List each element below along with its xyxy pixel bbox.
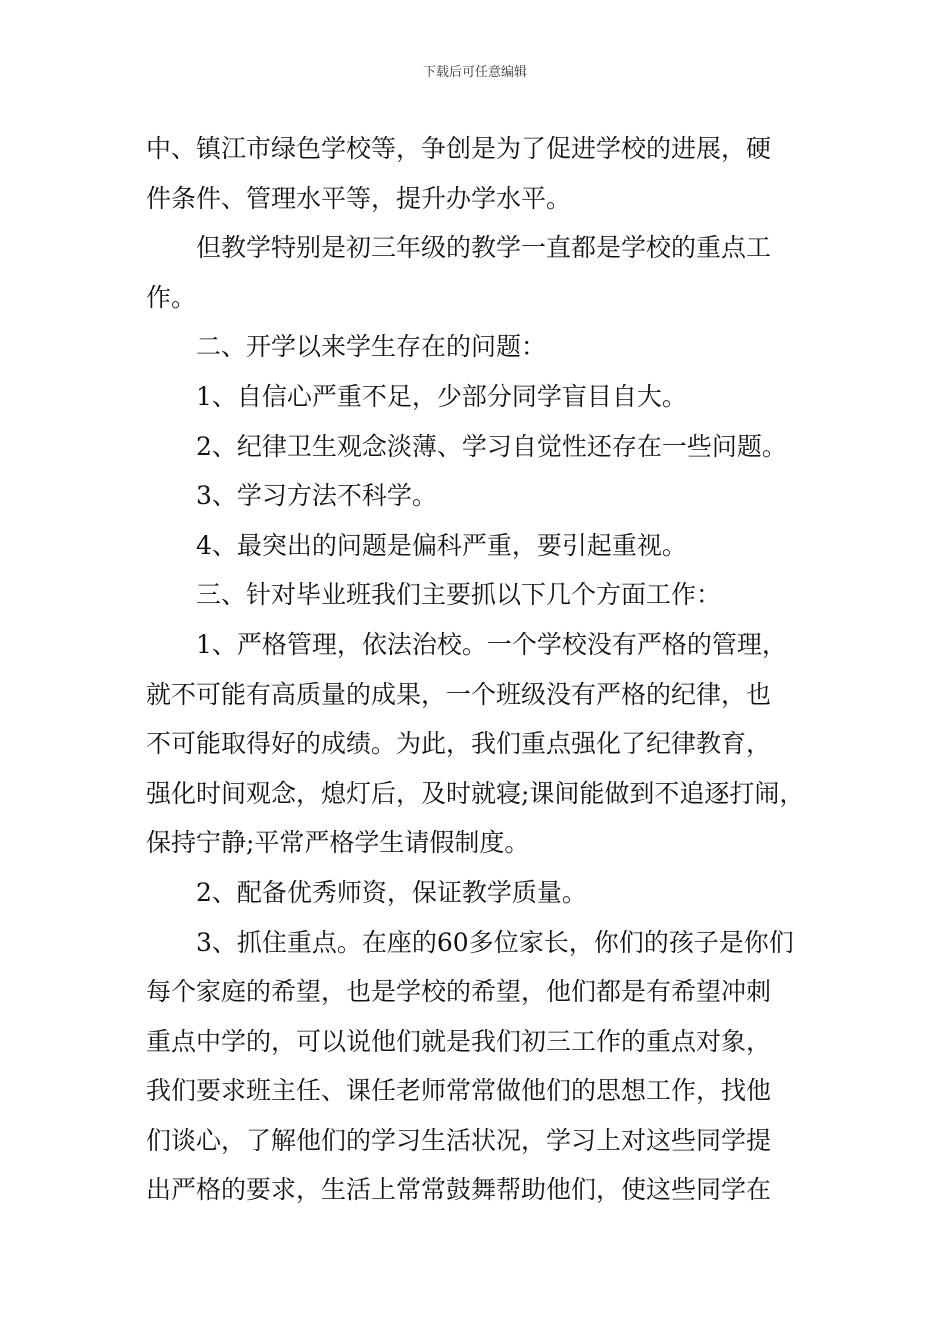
document-body	[146, 124, 816, 1215]
text-line: 出严格的要求，生活上常常鼓舞帮助他们，使这些同学在	[146, 1175, 772, 1205]
text-line: 1、严格管理，依法治校。一个学校没有严格的管理，	[196, 629, 787, 659]
text-line: 重点中学的，可以说他们就是我们初三工作的重点对象，	[146, 1026, 772, 1056]
text-line: 每个家庭的希望，也是学校的希望，他们都是有希望冲刺	[146, 977, 772, 1007]
text-line: 作。	[146, 282, 197, 312]
text-line: 保持宁静;平常严格学生请假制度。	[146, 828, 530, 858]
text-line: 不可能取得好的成绩。为此，我们重点强化了纪律教育，	[146, 729, 772, 759]
text-line: 三、针对毕业班我们主要抓以下几个方面工作：	[196, 580, 722, 610]
text-line: 2、配备优秀师资，保证教学质量。	[196, 877, 587, 907]
text-line: 我们要求班主任、课任老师常常做他们的思想工作，找他	[146, 1076, 772, 1106]
text-line: 4、最突出的问题是偏科严重，要引起重视。	[196, 530, 687, 560]
text-line: 件条件、管理水平等，提升办学水平。	[146, 183, 572, 213]
text-line: 们谈心，了解他们的学习生活状况，学习上对这些同学提	[146, 1125, 772, 1155]
text-line: 就不可能有高质量的成果，一个班级没有严格的纪律，也	[146, 679, 772, 709]
page-header-note: 下载后可任意编辑	[422, 65, 527, 80]
text-line: 3、抓住重点。在座的60多位家长，你们的孩子是你们	[196, 927, 794, 957]
text-line: 二、开学以来学生存在的问题：	[196, 332, 547, 362]
text-line: 强化时间观念，熄灯后，及时就寝;课间能做到不追逐打闹，	[146, 778, 805, 808]
text-line: 3、学习方法不科学。	[196, 481, 437, 511]
text-line: 2、纪律卫生观念淡薄、学习自觉性还存在一些问题。	[196, 431, 787, 461]
text-line: 但教学特别是初三年级的教学一直都是学校的重点工	[196, 233, 772, 263]
text-line: 中、镇江市绿色学校等，争创是为了促进学校的进展，硬	[146, 134, 772, 163]
text-line: 1、自信心严重不足，少部分同学盲目自大。	[196, 381, 687, 411]
